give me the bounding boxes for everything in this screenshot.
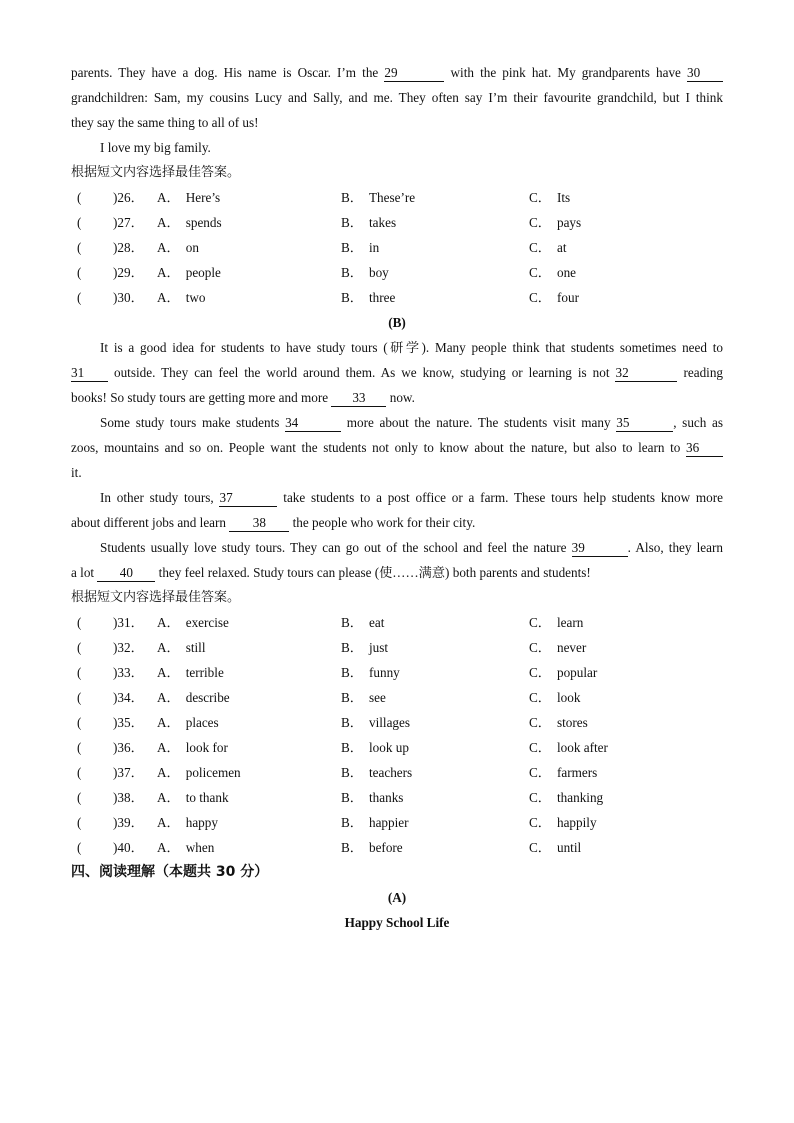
option-letter: C． [529,715,551,730]
option-a [157,785,229,810]
option-letter: B． [341,265,363,280]
option-b [341,685,386,710]
option-a [157,185,220,210]
option-b [341,185,415,210]
option-b [341,235,379,260]
option-text: spends [185,215,222,230]
option-text: thanks [368,790,404,805]
question-number: )31． [113,615,144,630]
option-letter: C． [529,615,551,630]
option-b [341,760,412,785]
answer-paren-close: ) [113,840,118,855]
answer-paren-close: ) [113,240,118,255]
option-text: see [368,690,386,705]
text: a lot [71,565,95,580]
question-row [71,835,723,860]
option-c [529,760,597,785]
question-num: 35 [117,715,131,730]
answer-paren-close: ) [113,665,118,680]
option-letter: B． [341,615,363,630]
option-letter: B． [341,790,363,805]
text: parents. They have a dog. His name is Oscar. I’m the [71,65,379,80]
option-c [529,785,603,810]
option-text: look up [368,740,409,755]
option-text: eat [368,615,385,630]
blank-36: 36 [686,440,723,457]
option-text: Its [556,190,571,205]
question-number: )28． [113,240,144,255]
blank-32: 32 [615,365,677,382]
question-num: 40 [117,840,131,855]
answer-paren-open: ( [77,190,82,205]
option-letter: A． [157,690,180,705]
option-text: places [185,715,219,730]
blank-29: 29 [384,65,444,82]
answer-paren-close: ) [113,640,118,655]
blank-34: 34 [285,415,341,432]
question-row [71,710,723,735]
question-number: )40． [113,840,144,855]
option-a [157,710,219,735]
option-b [341,260,389,285]
passage-title: Happy School Life [344,915,450,930]
answer-paren-open: ( [77,615,82,630]
option-a [157,760,241,785]
blank-30: 30 [687,65,723,82]
answer-paren-close: ) [113,190,118,205]
option-letter: A． [157,765,180,780]
option-letter: C． [529,790,551,805]
answer-paren-open: ( [77,240,82,255]
option-c [529,835,581,860]
blank-31: 31 [71,365,108,382]
option-text: one [556,265,577,280]
question-number: )36． [113,740,144,755]
option-c [529,610,583,635]
question-row [71,610,723,635]
answer-paren-open: ( [77,290,82,305]
answer-paren-open: ( [77,690,82,705]
option-text: look for [185,740,228,755]
text: about different jobs and learn [71,515,227,530]
question-row [71,635,723,660]
option-b [341,735,409,760]
option-text: exercise [185,615,229,630]
question-num: 29 [117,265,131,280]
option-text: still [185,640,206,655]
question-list-a [71,185,723,310]
option-a [157,810,218,835]
option-text: four [556,290,579,305]
option-text: in [368,240,380,255]
option-letter: A． [157,290,180,305]
question-row [71,235,723,260]
text: more about the nature. The students visit many [346,415,611,430]
option-a [157,735,228,760]
option-b [341,810,409,835]
blank-38: 38 [229,515,289,532]
passage-line [71,60,723,85]
question-list-b [71,610,723,860]
option-letter: A． [157,840,180,855]
option-text: happily [556,815,597,830]
question-num: 33 [117,665,131,680]
answer-paren-open: ( [77,640,82,655]
answer-paren-close: ) [113,715,118,730]
option-text: before [368,840,403,855]
option-b [341,285,395,310]
option-text: three [368,290,396,305]
option-c [529,285,579,310]
passage-line [71,535,723,560]
answer-paren-close: ) [113,615,118,630]
option-a [157,260,221,285]
question-row [71,810,723,835]
option-letter: C． [529,190,551,205]
passage-line: I love my big family. [100,140,211,155]
option-a [157,660,224,685]
option-a [157,610,229,635]
option-letter: B． [341,840,363,855]
option-a [157,635,206,660]
answer-paren-open: ( [77,665,82,680]
question-num: 31 [117,615,131,630]
passage-heading: (B) [388,315,406,330]
option-c [529,685,580,710]
option-a [157,685,230,710]
passage-line: It is a good idea for students to have study tours (研学). Many people think that students sometimes need to [100,340,723,355]
text: now. [389,390,415,405]
text: zoos, mountains and so on. People want the students not only to know about the nature, but also to learn to [71,440,681,455]
option-letter: B． [341,240,363,255]
option-letter: C． [529,640,551,655]
text: they feel relaxed. Study tours can please (使……满意) both parents and students! [158,565,591,580]
option-letter: A． [157,790,180,805]
passage-line [71,360,723,385]
text: In other study tours, [100,490,214,505]
question-row [71,260,723,285]
question-num: 26 [117,190,131,205]
text: , such as [673,415,723,430]
option-letter: C． [529,215,551,230]
option-text: people [185,265,221,280]
question-number: )26． [113,190,144,205]
answer-paren-open: ( [77,265,82,280]
option-c [529,810,597,835]
option-text: learn [556,615,584,630]
option-a [157,210,222,235]
passage-line [71,385,723,410]
blank-35: 35 [616,415,673,432]
answer-paren-open: ( [77,740,82,755]
option-c [529,710,588,735]
answer-paren-open: ( [77,765,82,780]
option-text: on [185,240,199,255]
question-row [71,685,723,710]
option-letter: C． [529,815,551,830]
answer-paren-close: ) [113,690,118,705]
passage-heading: (A) [387,890,407,905]
option-letter: B． [341,715,363,730]
option-text: pays [556,215,582,230]
option-letter: B． [341,215,363,230]
option-letter: C． [529,840,551,855]
option-letter: B． [341,190,363,205]
answer-paren-close: ) [113,290,118,305]
text: reading [683,365,724,380]
option-letter: C． [529,690,551,705]
answer-paren-close: ) [113,215,118,230]
option-text: teachers [368,765,413,780]
option-letter: A． [157,815,180,830]
option-text: stores [556,715,588,730]
option-text: villages [368,715,411,730]
option-letter: C． [529,240,551,255]
option-text: at [556,240,567,255]
question-row [71,185,723,210]
answer-paren-close: ) [113,790,118,805]
option-c [529,735,608,760]
option-b [341,610,384,635]
answer-paren-close: ) [113,765,118,780]
option-letter: B． [341,640,363,655]
option-letter: B． [341,665,363,680]
option-c [529,635,586,660]
option-text: just [368,640,389,655]
question-number: )37． [113,765,144,780]
worksheet-page [71,60,723,935]
option-letter: A． [157,240,180,255]
option-b [341,710,410,735]
question-number: )30． [113,290,144,305]
answer-paren-open: ( [77,715,82,730]
option-a [157,235,199,260]
option-text: Here’s [185,190,221,205]
option-text: popular [556,665,598,680]
blank-40: 40 [97,565,155,582]
option-text: never [556,640,587,655]
option-b [341,660,400,685]
option-c [529,210,581,235]
option-text: boy [368,265,389,280]
option-letter: A． [157,740,180,755]
passage-line [71,485,723,510]
option-text: funny [368,665,400,680]
question-row [71,735,723,760]
question-num: 34 [117,690,131,705]
option-c [529,185,570,210]
option-c [529,260,576,285]
option-letter: B． [341,765,363,780]
option-letter: C． [529,265,551,280]
question-num: 28 [117,240,131,255]
blank-37: 37 [219,490,277,507]
option-text: terrible [185,665,224,680]
question-num: 30 [117,290,131,305]
option-text: happier [368,815,409,830]
option-text: to thank [185,790,229,805]
question-number: )32． [113,640,144,655]
question-num: 36 [117,740,131,755]
option-text: look after [556,740,608,755]
option-letter: B． [341,290,363,305]
question-number: )34． [113,690,144,705]
option-a [157,285,206,310]
option-c [529,660,597,685]
option-letter: B． [341,740,363,755]
option-letter: C． [529,765,551,780]
option-letter: C． [529,740,551,755]
question-num: 27 [117,215,131,230]
text: outside. They can feel the world around them. As we know, studying or learning is not [113,365,610,380]
text: . Also, they learn [627,540,723,555]
question-row [71,785,723,810]
passage-line: grandchildren: Sam, my cousins Lucy and Sally, and me. They often say I’m their favourite grandchild, but I think [71,90,723,105]
text: take students to a post office or a farm. These tours help students know more [283,490,724,505]
question-row [71,660,723,685]
answer-paren-close: ) [113,740,118,755]
option-letter: B． [341,815,363,830]
option-letter: A． [157,615,180,630]
question-row [71,760,723,785]
question-number: )35． [113,715,144,730]
option-letter: A． [157,190,180,205]
passage-line [71,560,723,585]
passage-line [71,410,723,435]
text: Students usually love study tours. They can go out of the school and feel the nature [100,540,567,555]
option-letter: A． [157,715,180,730]
answer-paren-open: ( [77,815,82,830]
option-b [341,835,403,860]
option-letter: A． [157,665,180,680]
option-text: when [185,840,215,855]
question-num: 32 [117,640,131,655]
option-b [341,635,388,660]
question-row [71,210,723,235]
option-a [157,835,214,860]
option-text: look [556,690,581,705]
answer-paren-open: ( [77,840,82,855]
option-text: two [185,290,206,305]
option-text: farmers [556,765,598,780]
option-text: until [556,840,582,855]
question-num: 39 [117,815,131,830]
option-c [529,235,567,260]
option-b [341,785,403,810]
answer-paren-open: ( [77,215,82,230]
question-number: )39． [113,815,144,830]
passage-line: they say the same thing to all of us! [71,115,259,130]
section-title: 四、阅读理解（本题共 30 分） [71,864,269,880]
option-letter: C． [529,665,551,680]
text: with the pink hat. My grandparents have [450,65,681,80]
question-row [71,285,723,310]
passage-line: it. [71,465,82,480]
answer-paren-open: ( [77,790,82,805]
option-letter: C． [529,290,551,305]
option-letter: A． [157,640,180,655]
text: Some study tours make students [100,415,280,430]
question-number: )33． [113,665,144,680]
text: books! So study tours are getting more and more [71,390,329,405]
text: the people who work for their city. [292,515,476,530]
answer-paren-close: ) [113,265,118,280]
option-text: These’re [368,190,416,205]
blank-33: 33 [331,390,386,407]
option-letter: A． [157,265,180,280]
passage-line [71,435,723,460]
question-number: )27． [113,215,144,230]
option-b [341,210,396,235]
option-text: describe [185,690,230,705]
question-num: 38 [117,790,131,805]
instruction: 根据短文内容选择最佳答案。 [71,590,241,605]
option-text: takes [368,215,397,230]
option-letter: A． [157,215,180,230]
blank-39: 39 [572,540,628,557]
instruction: 根据短文内容选择最佳答案。 [71,165,241,180]
answer-paren-close: ) [113,815,118,830]
question-number: )38． [113,790,144,805]
passage-line [71,510,723,535]
option-text: thanking [556,790,604,805]
option-text: happy [185,815,218,830]
option-letter: B． [341,690,363,705]
question-number: )29． [113,265,144,280]
option-text: policemen [185,765,241,780]
question-num: 37 [117,765,131,780]
